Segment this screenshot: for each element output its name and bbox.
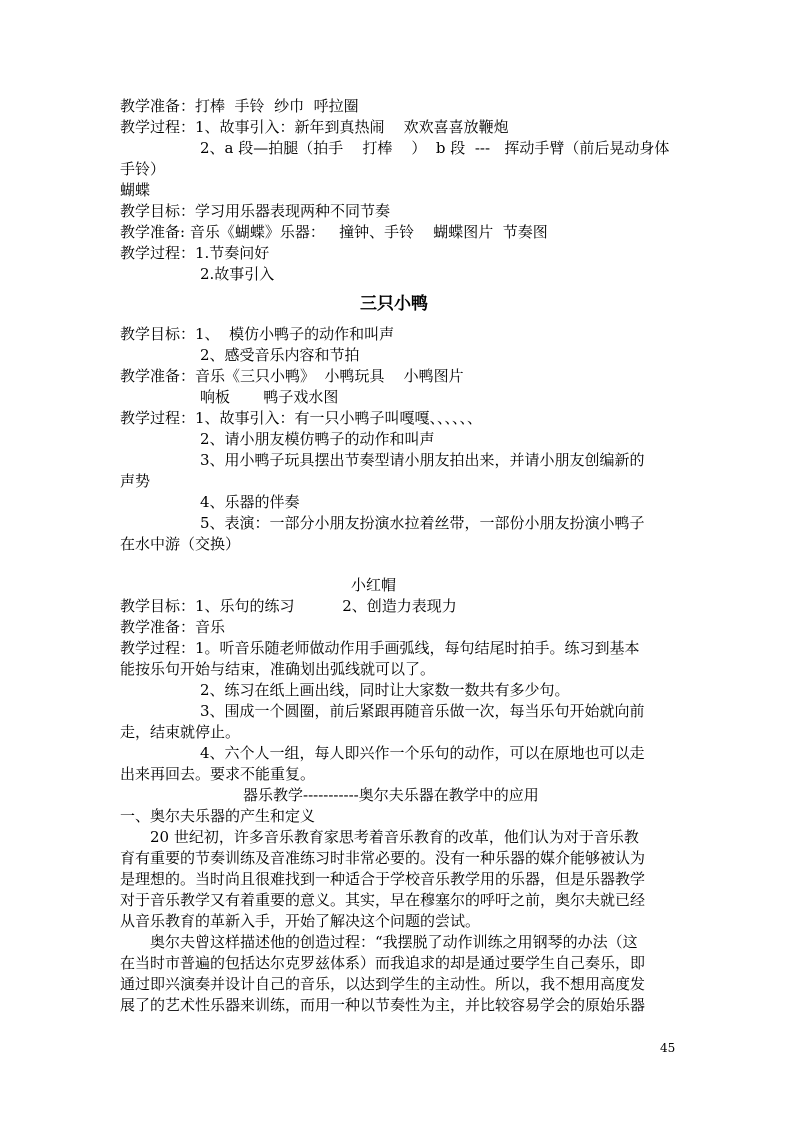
text-line: 教学过程：1、故事引入：新年到真热闹 欢欢喜喜放鞭炮 [120,118,509,136]
text-line: 教学过程：1、故事引入：有一只小鸭子叫嘎嘎、、、、、、 [120,409,483,427]
text-line: 在水中游（交换） [120,535,241,553]
paragraph-line: 通过即兴演奏并设计自己的音乐，以达到学生的主动性。所以，我不想用高度发 [120,975,646,993]
text-line: 2、a 段—拍腿（拍手 打棒 ） b 段 --- 挥动手臂（前后晃动身体 [200,139,670,157]
text-line: 2、练习在纸上画出线，同时让大家数一数共有多少句。 [200,681,570,699]
section-title: 器乐教学-----------奥尔夫乐器在教学中的应用 [243,786,539,804]
text-line: 2.故事引入 [200,265,275,283]
text-line: 2、请小朋友模仿鸭子的动作和叫声 [200,430,435,448]
text-line: 教学目标：学习用乐器表现两种不同节奏 [120,202,391,220]
paragraph-line: 展了的艺术性乐器来训练，而用一种以节奏性为主，并比较容易学会的原始乐器 [120,996,646,1014]
section-heading: 蝴蝶 [120,181,151,199]
page-number: 45 [660,1041,676,1055]
text-line: 教学过程：1。听音乐随老师做动作用手画弧线，每句结尾时拍手。练习到基本 [120,639,640,657]
text-line: 走，结束就停止。 [120,723,241,741]
paragraph-line: 育有重要的节奏训练及音准练习时非常必要的。没有一种乐器的媒介能够被认为 [120,849,646,867]
text-line: 教学准备：音乐 [120,618,226,636]
text-line: 响板 鸭子戏水图 [200,388,339,406]
text-line: 教学准备: 音乐《蝴蝶》乐器： 撞钟、手铃 蝴蝶图片 节奏图 [120,223,548,241]
paragraph-line: 奥尔夫曾这样描述他的创造过程：“我摆脱了动作训练之用钢琴的办法（这 [150,933,638,951]
text-line: 手铃） [120,160,166,178]
text-line: 5、表演：一部分小朋友扮演水拉着丝带，一部份小朋友扮演小鸭子 [200,514,645,532]
section-heading: 一、奥尔夫乐器的产生和定义 [120,807,316,825]
text-line: 教学准备：音乐《三只小鸭》 小鸭玩具 小鸭图片 [120,367,464,385]
text-line: 教学目标：1、乐句的练习 2、创造力表现力 [120,597,457,615]
text-line: 3、围成一个圆圈，前后紧跟再随音乐做一次，每当乐句开始就向前 [200,702,645,720]
lesson-title: 三只小鸭 [360,294,428,314]
text-line: 能按乐句开始与结束，准确划出弧线就可以了。 [120,660,436,678]
text-line: 4、六个人一组，每人即兴作一个乐句的动作，可以在原地也可以走 [200,744,645,762]
paragraph-line: 在当时市普遍的包括达尔克罗兹体系）而我追求的却是通过要学生自己奏乐，即 [120,954,646,972]
paragraph-line: 从音乐教育的革新入手，开始了解决这个问题的尝试。 [120,912,481,930]
text-line: 教学过程：1.节奏问好 [120,244,270,262]
paragraph-line: 对于音乐教学又有着重要的意义。其实，早在穆塞尔的呼吁之前，奥尔夫就已经 [120,891,646,909]
paragraph-line: 20 世纪初，许多音乐教育家思考着音乐教育的改革，他们认为对于音乐教 [150,828,639,846]
text-line: 教学目标：1、 模仿小鸭子的动作和叫声 [120,325,395,343]
lesson-title: 小红帽 [351,576,397,594]
text-line: 3、用小鸭子玩具摆出节奏型请小朋友拍出来，并请小朋友创编新的 [200,451,645,469]
paragraph-line: 是理想的。当时尚且很难找到一种适合于学校音乐教学用的乐器，但是乐器教学 [120,870,646,888]
text-line: 4、乐器的伴奏 [200,493,300,511]
text-line: 2、感受音乐内容和节拍 [200,346,360,364]
text-line: 出来再回去。要求不能重复。 [120,765,316,783]
text-line: 声势 [120,472,151,490]
text-line: 教学准备：打棒 手铃 纱巾 呼拉圈 [120,97,359,115]
